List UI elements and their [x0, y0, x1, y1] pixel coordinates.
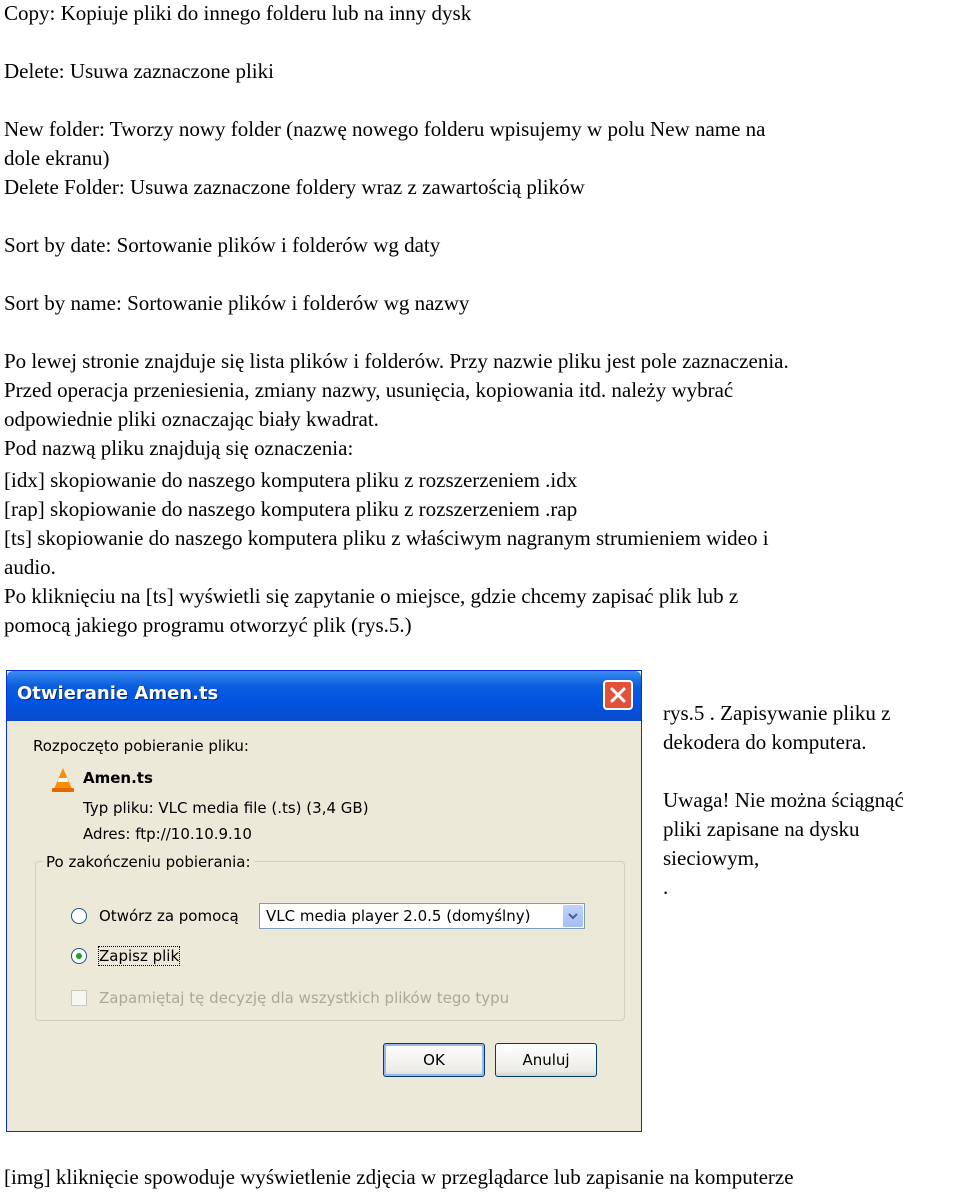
close-icon: [608, 685, 628, 705]
close-button[interactable]: [603, 680, 633, 710]
vlc-cone-icon: [51, 767, 75, 793]
save-file-radio[interactable]: [71, 948, 87, 964]
text-line: [ts] skopiowanie do naszego komputera pliku z właściwym nagranym strumieniem wideo i: [4, 526, 769, 550]
dropdown-button[interactable]: [563, 905, 583, 927]
text-line: New folder: Tworzy nowy folder (nazwę nowego folderu wpisujemy w polu New name na: [4, 117, 766, 141]
file-address: Adres: ftp://10.10.9.10: [83, 825, 252, 843]
open-with-radio[interactable]: [71, 908, 87, 924]
text-line: Sort by date: Sortowanie plików i folderów wg daty: [4, 233, 441, 257]
text-line: [img] kliknięcie spowoduje wyświetlenie zdjęcia w przeglądarce lub zapisanie na komputerze: [4, 1165, 794, 1189]
remember-checkbox[interactable]: [71, 990, 87, 1006]
text-line: audio.: [4, 555, 56, 579]
text-line: Delete: Usuwa zaznaczone pliki: [4, 59, 274, 83]
figure-note: .: [663, 875, 669, 899]
text-line: [idx] skopiowanie do naszego komputera pliku z rozszerzeniem .idx: [4, 468, 578, 492]
dialog-screenshot: [4, 668, 644, 1134]
file-name: Amen.ts: [83, 769, 153, 787]
text-line: Pod nazwą pliku znajdują się oznaczenia:: [4, 436, 354, 460]
text-line: Przed operacja przeniesienia, zmiany nazwy, usunięcia, kopiowania itd. należy wybrać: [4, 378, 734, 402]
text-line: pomocą jakiego programu otworzyć plik (rys.5.): [4, 613, 412, 637]
figure-note: pliki zapisane na dysku: [663, 817, 860, 841]
save-file-label[interactable]: Zapisz plik: [99, 947, 180, 965]
open-with-select[interactable]: [259, 903, 585, 929]
ok-button[interactable]: OK: [383, 1043, 485, 1077]
chevron-down-icon: [563, 905, 583, 927]
figure-note: Uwaga! Nie można ściągnąć: [663, 788, 904, 812]
group-label: Po zakończeniu pobierania:: [43, 853, 254, 871]
text-line: dole ekranu): [4, 146, 110, 170]
dialog-title: Otwieranie Amen.ts: [17, 683, 219, 704]
text-line: Sort by name: Sortowanie plików i folderów wg nazwy: [4, 291, 470, 315]
remember-label[interactable]: Zapamiętaj tę decyzję dla wszystkich plików tego typu: [99, 989, 510, 1007]
intro-label: Rozpoczęto pobieranie pliku:: [33, 737, 249, 755]
figure-caption: rys.5 . Zapisywanie pliku z: [663, 701, 891, 725]
text-line: odpowiednie pliki oznaczając biały kwadrat.: [4, 407, 379, 431]
text-line: [rap] skopiowanie do naszego komputera pliku z rozszerzeniem .rap: [4, 497, 578, 521]
download-dialog: [6, 670, 642, 1132]
selected-app: VLC media player 2.0.5 (domyślny): [266, 907, 531, 925]
text-line: Po kliknięciu na [ts] wyświetli się zapytanie o miejsce, gdzie chcemy zapisać plik lub z: [4, 584, 739, 608]
figure-caption: dekodera do komputera.: [663, 730, 867, 754]
figure-note: sieciowym,: [663, 846, 760, 870]
open-with-label[interactable]: Otwórz za pomocą: [99, 907, 239, 925]
text-line: Delete Folder: Usuwa zaznaczone foldery wraz z zawartością plików: [4, 175, 585, 199]
cancel-button[interactable]: Anuluj: [495, 1043, 597, 1077]
text-line: Po lewej stronie znajduje się lista plików i folderów. Przy nazwie pliku jest pole zaznaczenia.: [4, 349, 789, 373]
titlebar: [7, 671, 641, 721]
file-type: Typ pliku: VLC media file (.ts) (3,4 GB): [83, 799, 369, 817]
text-line: Copy: Kopiuje pliki do innego folderu lub na inny dysk: [4, 1, 472, 25]
